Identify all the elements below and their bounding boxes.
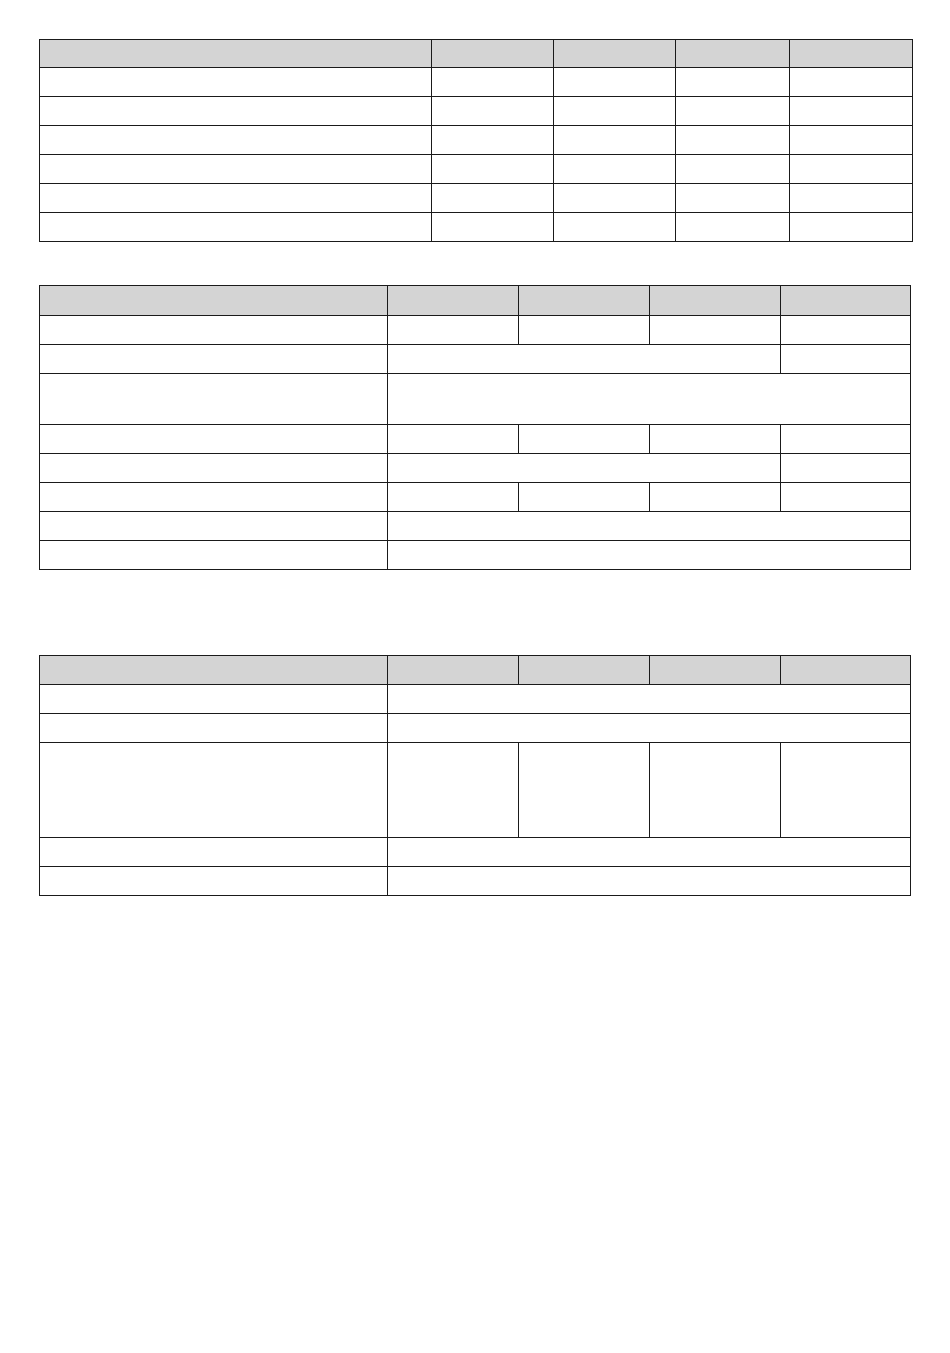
table-cell — [676, 68, 790, 97]
merged-cell — [388, 454, 781, 483]
table-cell — [554, 213, 676, 242]
merged-cell — [388, 345, 781, 374]
table-cell — [650, 316, 781, 345]
table-cell — [432, 68, 554, 97]
header-cell — [40, 286, 388, 316]
table-cell — [676, 126, 790, 155]
table-cell — [40, 316, 388, 345]
table-row — [40, 374, 911, 425]
table-cell — [432, 184, 554, 213]
merged-cell — [388, 685, 911, 714]
table-cell — [40, 425, 388, 454]
table-row — [40, 425, 911, 454]
table-row — [40, 838, 911, 867]
table-cell — [781, 345, 911, 374]
table-cell — [519, 743, 650, 838]
table-header-row — [40, 656, 911, 685]
header-cell — [40, 40, 432, 68]
table-cell — [781, 743, 911, 838]
merged-cell — [388, 374, 911, 425]
table-row — [40, 714, 911, 743]
table-row — [40, 483, 911, 512]
table-cell — [40, 374, 388, 425]
table-row — [40, 184, 913, 213]
merged-cell — [388, 541, 911, 570]
table-cell — [781, 483, 911, 512]
table-cell — [40, 184, 432, 213]
table-row — [40, 512, 911, 541]
table-cell — [554, 68, 676, 97]
table-cell — [519, 483, 650, 512]
table-cell — [432, 155, 554, 184]
header-cell — [781, 286, 911, 316]
header-cell — [650, 286, 781, 316]
table-cell — [519, 425, 650, 454]
table-cell — [676, 184, 790, 213]
table-cell — [40, 68, 432, 97]
table-cell — [40, 512, 388, 541]
merged-cell — [388, 512, 911, 541]
table-3 — [39, 655, 911, 896]
merged-cell — [388, 838, 911, 867]
header-cell — [554, 40, 676, 68]
table-cell — [40, 541, 388, 570]
table-cell — [40, 743, 388, 838]
table-cell — [790, 184, 913, 213]
table-cell — [432, 126, 554, 155]
header-cell — [388, 286, 519, 316]
table-cell — [676, 213, 790, 242]
header-cell — [781, 656, 911, 685]
table-row — [40, 126, 913, 155]
table-row — [40, 316, 911, 345]
table-cell — [40, 714, 388, 743]
table-cell — [554, 184, 676, 213]
table-cell — [790, 97, 913, 126]
table-cell — [40, 838, 388, 867]
table-row — [40, 97, 913, 126]
table-header-row — [40, 286, 911, 316]
table-cell — [676, 97, 790, 126]
table-cell — [781, 425, 911, 454]
table-cell — [650, 483, 781, 512]
header-cell — [650, 656, 781, 685]
table-cell — [432, 213, 554, 242]
table-cell — [650, 425, 781, 454]
table-cell — [519, 316, 650, 345]
table-cell — [554, 155, 676, 184]
table-2 — [39, 285, 911, 570]
table-row — [40, 68, 913, 97]
table-cell — [40, 483, 388, 512]
table-cell — [388, 316, 519, 345]
table-cell — [554, 97, 676, 126]
header-cell — [519, 656, 650, 685]
header-cell — [676, 40, 790, 68]
table-cell — [40, 155, 432, 184]
header-cell — [790, 40, 913, 68]
merged-cell — [388, 867, 911, 896]
table-row — [40, 213, 913, 242]
table-row — [40, 541, 911, 570]
table-cell — [790, 213, 913, 242]
merged-cell — [388, 714, 911, 743]
table-row — [40, 685, 911, 714]
table-cell — [40, 126, 432, 155]
header-cell — [40, 656, 388, 685]
table-cell — [650, 743, 781, 838]
table-cell — [781, 454, 911, 483]
table-cell — [554, 126, 676, 155]
table-row — [40, 155, 913, 184]
table-row — [40, 454, 911, 483]
table-cell — [676, 155, 790, 184]
table-1 — [39, 39, 913, 242]
table-cell — [40, 867, 388, 896]
table-header-row — [40, 40, 913, 68]
table-row — [40, 743, 911, 838]
table-cell — [781, 316, 911, 345]
header-cell — [519, 286, 650, 316]
table-cell — [40, 97, 432, 126]
table-cell — [790, 68, 913, 97]
table-cell — [388, 425, 519, 454]
header-cell — [432, 40, 554, 68]
table-cell — [388, 743, 519, 838]
table-cell — [790, 126, 913, 155]
table-cell — [40, 454, 388, 483]
table-cell — [790, 155, 913, 184]
table-row — [40, 867, 911, 896]
table-cell — [432, 97, 554, 126]
table-cell — [40, 685, 388, 714]
header-cell — [388, 656, 519, 685]
table-row — [40, 345, 911, 374]
table-cell — [40, 213, 432, 242]
table-cell — [388, 483, 519, 512]
table-cell — [40, 345, 388, 374]
